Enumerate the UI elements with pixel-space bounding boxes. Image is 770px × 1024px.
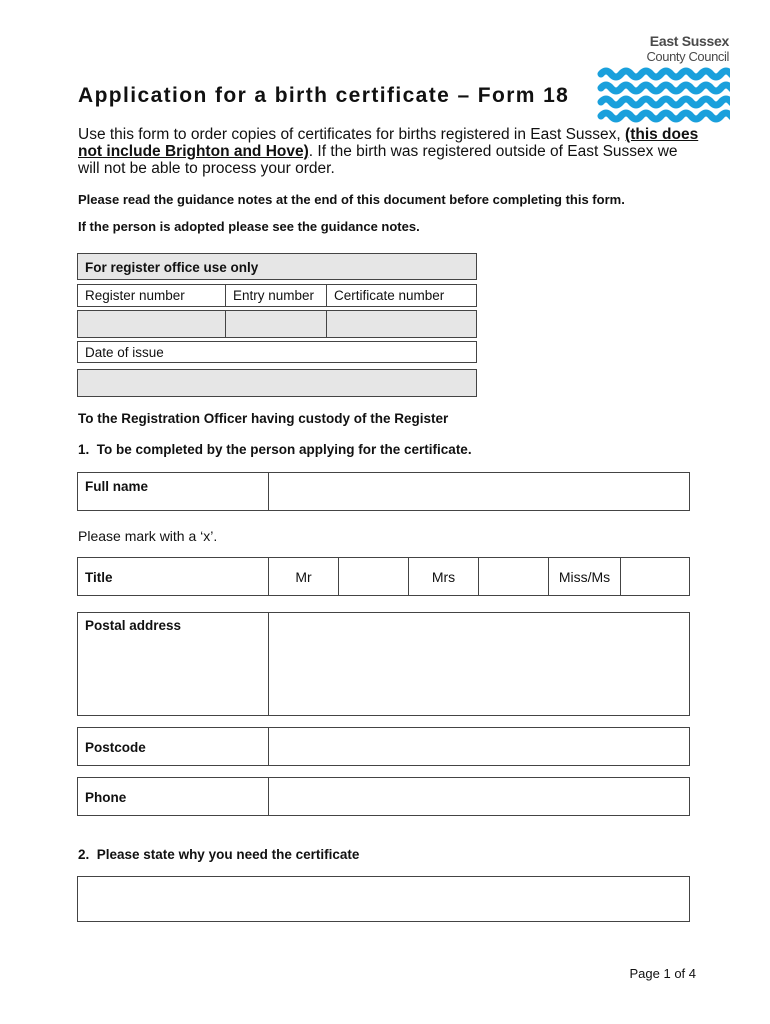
register-number-label: Register number (78, 285, 226, 306)
date-of-issue-row (77, 341, 477, 363)
postal-address-label: Postal address (78, 613, 269, 715)
title-mrs-checkbox[interactable] (479, 558, 549, 595)
postcode-label: Postcode (78, 728, 269, 765)
entry-number-label: Entry number (226, 285, 327, 306)
full-name-label: Full name (78, 473, 269, 510)
intro-exclusion: (this does not include Brighton and Hove) (78, 126, 699, 160)
phone-row (77, 777, 690, 816)
title-label: Title (78, 558, 269, 595)
title-mr-checkbox[interactable] (339, 558, 409, 595)
full-name-input[interactable] (269, 473, 689, 510)
wave-line (601, 71, 730, 77)
office-use-heading-box (77, 253, 477, 280)
section-2-heading: 2. Please state why you need the certificate (78, 847, 360, 862)
wave-logo-icon (597, 66, 730, 124)
office-use-input-row (77, 310, 477, 338)
certificate-number-label: Certificate number (334, 288, 445, 303)
postal-address-row (77, 612, 690, 716)
entry-number-field[interactable] (226, 311, 327, 337)
office-use-header-row (77, 284, 477, 307)
postcode-input[interactable] (269, 728, 689, 765)
page-title: Application for a birth certificate – Form 18 (78, 84, 570, 107)
wave-line (601, 85, 730, 91)
date-of-issue-field[interactable] (77, 369, 477, 397)
register-number-field[interactable] (78, 311, 226, 337)
intro-paragraph (78, 126, 703, 177)
title-option-mrs: Mrs (409, 558, 479, 595)
mark-instruction: Please mark with a ‘x’. (78, 528, 218, 544)
wave-line (601, 113, 730, 119)
logo-line-1: East Sussex (649, 33, 729, 49)
section-1-heading: 1. To be completed by the person applying for the certificate. (78, 442, 472, 457)
intro-text-1: Use this form to order copies of certificates for births registered in East Sussex, (78, 126, 626, 143)
title-miss-ms-checkbox[interactable] (621, 558, 689, 595)
wave-line (601, 99, 730, 105)
title-option-mr: Mr (269, 558, 339, 595)
logo-line-2: County Council (646, 49, 729, 64)
title-row (77, 557, 690, 596)
page-number: Page 1 of 4 (629, 966, 696, 981)
certificate-number-field[interactable] (327, 311, 476, 337)
reason-input[interactable] (77, 876, 690, 922)
adopted-note: If the person is adopted please see the guidance notes. (78, 219, 420, 234)
phone-label: Phone (78, 778, 269, 815)
council-logo-text (646, 34, 729, 64)
postcode-row (77, 727, 690, 766)
full-name-row (77, 472, 690, 511)
postal-address-input[interactable] (269, 613, 689, 715)
guidance-note: Please read the guidance notes at the end of this document before completing this form. (78, 192, 625, 207)
phone-input[interactable] (269, 778, 689, 815)
date-of-issue-label: Date of issue (85, 345, 164, 360)
intro-text-2: . If the birth was registered outside of East Sussex we will not be able to process your order. (78, 143, 678, 177)
to-registration-officer: To the Registration Officer having custody of the Register (78, 411, 449, 426)
title-option-miss-ms: Miss/Ms (549, 558, 621, 595)
office-use-heading: For register office use only (85, 260, 259, 275)
